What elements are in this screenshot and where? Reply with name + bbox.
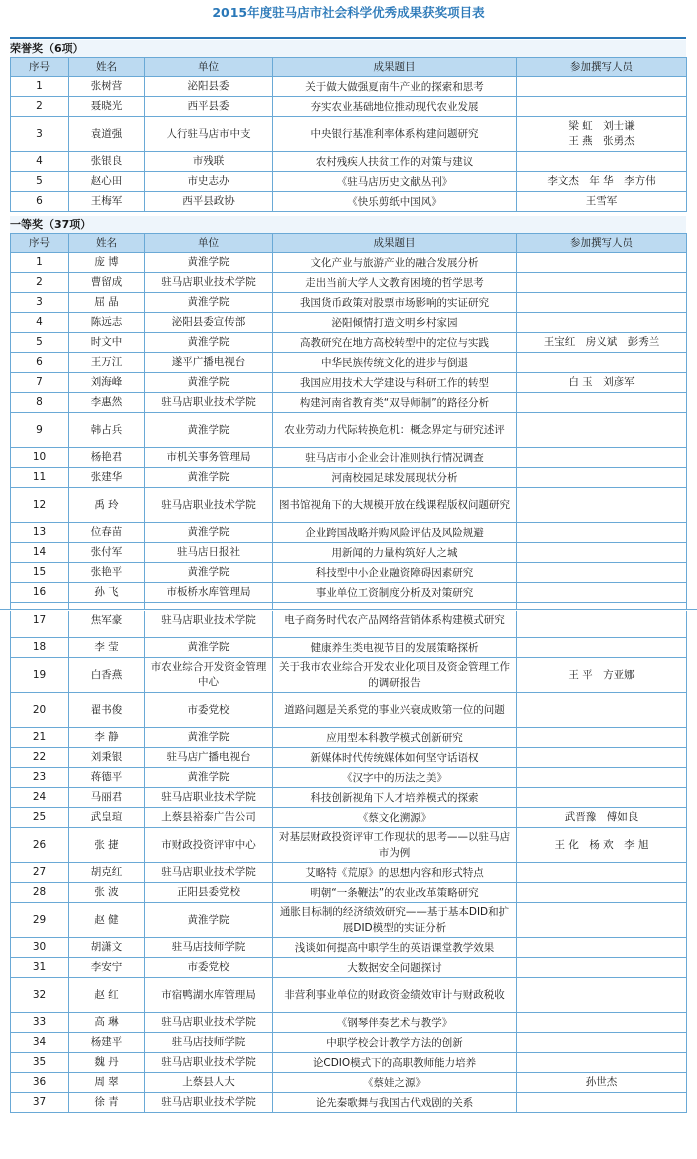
cell-unit: 黄淮学院 xyxy=(145,333,273,353)
cell-name: 杨建平 xyxy=(69,1033,145,1053)
table-row xyxy=(11,563,687,583)
cell-unit: 驻马店技师学院 xyxy=(145,1033,273,1053)
cell-coauthors xyxy=(517,938,687,958)
cell-coauthors: 王宝红 房义斌 彭秀兰 xyxy=(517,333,687,353)
cell-unit: 驻马店职业技术学院 xyxy=(145,393,273,413)
cell-coauthors xyxy=(517,313,687,333)
cell-coauthors xyxy=(517,1053,687,1073)
cell-index: 9 xyxy=(11,413,69,448)
cell-title: 《汉字中的历法之美》 xyxy=(273,768,517,788)
cell-name: 李 莹 xyxy=(69,638,145,658)
cell-index: 36 xyxy=(11,1073,69,1093)
cell-title: 电子商务时代农产品网络营销体系构建模式研究 xyxy=(273,603,517,638)
cell-coauthors xyxy=(517,883,687,903)
cell-unit: 黄淮学院 xyxy=(145,638,273,658)
cell-title: 新媒体时代传统媒体如何坚守话语权 xyxy=(273,748,517,768)
cell-name: 蒋德平 xyxy=(69,768,145,788)
cell-title: 对基层财政投资评审工作现状的思考——以驻马店市为例 xyxy=(273,828,517,863)
cell-index: 6 xyxy=(11,192,69,212)
cell-unit: 黄淮学院 xyxy=(145,523,273,543)
cell-title: 中央银行基准利率体系构建问题研究 xyxy=(273,117,517,152)
cell-name: 武皇瑄 xyxy=(69,808,145,828)
cell-unit: 西平县政协 xyxy=(145,192,273,212)
cell-index: 25 xyxy=(11,808,69,828)
cell-coauthors xyxy=(517,1033,687,1053)
cell-title: 夯实农业基础地位推动现代农业发展 xyxy=(273,97,517,117)
cell-coauthors: 白 玉 刘彦军 xyxy=(517,373,687,393)
cell-name: 禹 玲 xyxy=(69,488,145,523)
cell-unit: 市板桥水库管理局 xyxy=(145,583,273,603)
cell-name: 时文中 xyxy=(69,333,145,353)
cell-coauthors xyxy=(517,903,687,938)
table-row xyxy=(11,693,687,728)
cell-name: 孙 飞 xyxy=(69,583,145,603)
cell-index: 5 xyxy=(11,172,69,192)
cell-name: 徐 青 xyxy=(69,1093,145,1113)
cell-name: 杨艳君 xyxy=(69,448,145,468)
cell-name: 张 波 xyxy=(69,883,145,903)
cell-coauthors xyxy=(517,788,687,808)
cell-name: 李惠然 xyxy=(69,393,145,413)
cell-title: 文化产业与旅游产业的融合发展分析 xyxy=(273,253,517,273)
cell-unit: 黄淮学院 xyxy=(145,293,273,313)
cell-name: 王万江 xyxy=(69,353,145,373)
header-name: 姓名 xyxy=(69,58,145,77)
cell-index: 17 xyxy=(11,603,69,638)
cell-title: 泌阳倾情打造文明乡村家园 xyxy=(273,313,517,333)
cell-name: 韩占兵 xyxy=(69,413,145,448)
cell-coauthors xyxy=(517,523,687,543)
cell-unit: 市残联 xyxy=(145,152,273,172)
table-row xyxy=(11,583,687,603)
cell-index: 33 xyxy=(11,1013,69,1033)
cell-name: 张 捷 xyxy=(69,828,145,863)
table-row xyxy=(11,1033,687,1053)
cell-coauthors: 李文杰 年 华 李方伟 xyxy=(517,172,687,192)
header-unit: 单位 xyxy=(145,58,273,77)
table-row xyxy=(11,353,687,373)
table-row xyxy=(11,768,687,788)
header-title: 成果题目 xyxy=(273,234,517,253)
cell-index: 23 xyxy=(11,768,69,788)
cell-name: 王梅军 xyxy=(69,192,145,212)
table-row xyxy=(11,448,687,468)
cell-coauthors xyxy=(517,638,687,658)
cell-index: 24 xyxy=(11,788,69,808)
cell-unit: 泌阳县委 xyxy=(145,77,273,97)
cell-name: 李安宁 xyxy=(69,958,145,978)
header-name: 姓名 xyxy=(69,234,145,253)
cell-index: 22 xyxy=(11,748,69,768)
cell-unit: 驻马店职业技术学院 xyxy=(145,1093,273,1113)
cell-title: 走出当前大学人文教育困境的哲学思考 xyxy=(273,273,517,293)
cell-coauthors xyxy=(517,583,687,603)
cell-coauthors: 武晋豫 傅如良 xyxy=(517,808,687,828)
cell-unit: 市财政投资评审中心 xyxy=(145,828,273,863)
cell-unit: 遂平广播电视台 xyxy=(145,353,273,373)
cell-unit: 市机关事务管理局 xyxy=(145,448,273,468)
cell-unit: 上蔡县人大 xyxy=(145,1073,273,1093)
table-row xyxy=(11,413,687,448)
cell-index: 15 xyxy=(11,563,69,583)
cell-unit: 上蔡县裕泰广告公司 xyxy=(145,808,273,828)
cell-index: 14 xyxy=(11,543,69,563)
cell-unit: 市农业综合开发资金管理中心 xyxy=(145,658,273,693)
cell-unit: 黄淮学院 xyxy=(145,468,273,488)
table-row xyxy=(11,728,687,748)
cell-unit: 黄淮学院 xyxy=(145,413,273,448)
table-row xyxy=(11,1013,687,1033)
cell-index: 19 xyxy=(11,658,69,693)
cell-index: 11 xyxy=(11,468,69,488)
cell-title: 中职学校会计教学方法的创新 xyxy=(273,1033,517,1053)
cell-coauthors xyxy=(517,293,687,313)
cell-index: 30 xyxy=(11,938,69,958)
cell-unit: 驻马店职业技术学院 xyxy=(145,603,273,638)
cell-title: 河南校园足球发展现状分析 xyxy=(273,468,517,488)
cell-index: 10 xyxy=(11,448,69,468)
cell-title: 关于做大做强夏南牛产业的探索和思考 xyxy=(273,77,517,97)
table-row xyxy=(11,863,687,883)
cell-title: 关于我市农业综合开发农业化项目及资金管理工作的调研报告 xyxy=(273,658,517,693)
cell-coauthors xyxy=(517,448,687,468)
table-row xyxy=(11,658,687,693)
honor-header-row xyxy=(11,58,687,77)
table-row xyxy=(11,543,687,563)
cell-index: 37 xyxy=(11,1093,69,1113)
page-title: 2015年度驻马店市社会科学优秀成果获奖项目表 xyxy=(212,5,485,20)
table-row xyxy=(11,192,687,212)
cell-name: 张付军 xyxy=(69,543,145,563)
cell-index: 3 xyxy=(11,293,69,313)
table-row xyxy=(11,1073,687,1093)
header-title: 成果题目 xyxy=(273,58,517,77)
cell-unit: 驻马店职业技术学院 xyxy=(145,863,273,883)
cell-title: 事业单位工资制度分析及对策研究 xyxy=(273,583,517,603)
table-row xyxy=(11,393,687,413)
table-row xyxy=(11,273,687,293)
cell-unit: 市委党校 xyxy=(145,958,273,978)
cell-title: 高教研究在地方高校转型中的定位与实践 xyxy=(273,333,517,353)
cell-title: 企业跨国战略并购风险评估及风险规避 xyxy=(273,523,517,543)
cell-title: 《快乐剪纸中国风》 xyxy=(273,192,517,212)
cell-index: 16 xyxy=(11,583,69,603)
cell-index: 26 xyxy=(11,828,69,863)
header-unit: 单位 xyxy=(145,234,273,253)
cell-coauthors xyxy=(517,543,687,563)
cell-coauthors xyxy=(517,77,687,97)
header-index: 序号 xyxy=(11,58,69,77)
cell-index: 5 xyxy=(11,333,69,353)
cell-index: 21 xyxy=(11,728,69,748)
cell-unit: 驻马店职业技术学院 xyxy=(145,273,273,293)
cell-title: 《钢琴伴奏艺术与教学》 xyxy=(273,1013,517,1033)
table-row xyxy=(11,828,687,863)
cell-unit: 人行驻马店市中支 xyxy=(145,117,273,152)
cell-index: 12 xyxy=(11,488,69,523)
table-row xyxy=(11,748,687,768)
cell-coauthors xyxy=(517,563,687,583)
cell-title: 农村残疾人扶贫工作的对策与建议 xyxy=(273,152,517,172)
cell-coauthors xyxy=(517,353,687,373)
table-row xyxy=(11,293,687,313)
cell-index: 13 xyxy=(11,523,69,543)
cell-index: 27 xyxy=(11,863,69,883)
cell-index: 7 xyxy=(11,373,69,393)
cell-name: 赵心田 xyxy=(69,172,145,192)
cell-coauthors xyxy=(517,863,687,883)
cell-title: 用新闻的力量构筑好人之城 xyxy=(273,543,517,563)
table-row xyxy=(11,938,687,958)
table-row xyxy=(11,313,687,333)
title-rule xyxy=(10,37,686,39)
cell-coauthors xyxy=(517,748,687,768)
cell-title: 浅谈如何提高中职学生的英语课堂教学效果 xyxy=(273,938,517,958)
cell-name: 庞 博 xyxy=(69,253,145,273)
table-row xyxy=(11,1093,687,1113)
cell-title: 通胀目标制的经济绩效研究——基于基本DID和扩展DID模型的实证分析 xyxy=(273,903,517,938)
cell-unit: 黄淮学院 xyxy=(145,563,273,583)
cell-title: 大数据安全问题探讨 xyxy=(273,958,517,978)
cell-title: 非营利事业单位的财政资金绩效审计与财政税收 xyxy=(273,978,517,1013)
cell-title: 农业劳动力代际转换危机：概念界定与研究述评 xyxy=(273,413,517,448)
cell-name: 李 静 xyxy=(69,728,145,748)
cell-name: 张建华 xyxy=(69,468,145,488)
cell-coauthors xyxy=(517,768,687,788)
cell-title: 我国应用技术大学建设与科研工作的转型 xyxy=(273,373,517,393)
cell-title: 道路问题是关系党的事业兴衰成败第一位的问题 xyxy=(273,693,517,728)
cell-title: 驻马店市小企业会计准则执行情况调查 xyxy=(273,448,517,468)
cell-unit: 泌阳县委宣传部 xyxy=(145,313,273,333)
cell-index: 31 xyxy=(11,958,69,978)
header-index: 序号 xyxy=(11,234,69,253)
cell-index: 18 xyxy=(11,638,69,658)
cell-coauthors xyxy=(517,693,687,728)
cell-title: 科技创新视角下人才培养模式的探索 xyxy=(273,788,517,808)
cell-coauthors xyxy=(517,1093,687,1113)
cell-name: 周 翠 xyxy=(69,1073,145,1093)
cell-coauthors xyxy=(517,468,687,488)
cell-coauthors xyxy=(517,253,687,273)
cell-name: 白香燕 xyxy=(69,658,145,693)
cell-name: 胡潇文 xyxy=(69,938,145,958)
cell-name: 屈 晶 xyxy=(69,293,145,313)
cell-name: 焦军豪 xyxy=(69,603,145,638)
cell-name: 袁道强 xyxy=(69,117,145,152)
cell-index: 4 xyxy=(11,313,69,333)
cell-index: 20 xyxy=(11,693,69,728)
cell-coauthors: 王 平 方亚娜 xyxy=(517,658,687,693)
table-row xyxy=(11,97,687,117)
cell-unit: 驻马店职业技术学院 xyxy=(145,788,273,808)
section-honor-heading: 荣誉奖（6项） xyxy=(10,40,686,57)
cell-coauthors xyxy=(517,978,687,1013)
cell-unit: 黄淮学院 xyxy=(145,373,273,393)
cell-index: 3 xyxy=(11,117,69,152)
table-row xyxy=(11,808,687,828)
cell-unit: 黄淮学院 xyxy=(145,728,273,748)
cell-unit: 驻马店广播电视台 xyxy=(145,748,273,768)
cell-unit: 驻马店职业技术学院 xyxy=(145,1013,273,1033)
cell-coauthors: 王雪军 xyxy=(517,192,687,212)
cell-coauthors xyxy=(517,603,687,638)
table-row xyxy=(11,603,687,638)
cell-index: 2 xyxy=(11,273,69,293)
cell-name: 刘海峰 xyxy=(69,373,145,393)
cell-unit: 市委党校 xyxy=(145,693,273,728)
cell-name: 张银良 xyxy=(69,152,145,172)
table-row xyxy=(11,468,687,488)
cell-name: 魏 丹 xyxy=(69,1053,145,1073)
cell-unit: 黄淮学院 xyxy=(145,903,273,938)
cell-title: 《蔡文化溯源》 xyxy=(273,808,517,828)
cell-name: 胡克红 xyxy=(69,863,145,883)
cell-unit: 市宿鸭湖水库管理局 xyxy=(145,978,273,1013)
cell-index: 1 xyxy=(11,253,69,273)
cell-name: 马丽君 xyxy=(69,788,145,808)
cell-name: 陈远志 xyxy=(69,313,145,333)
first-prize-table xyxy=(10,233,687,1113)
cell-title: 健康养生类电视节目的发展策略探析 xyxy=(273,638,517,658)
cell-name: 张树营 xyxy=(69,77,145,97)
cell-index: 6 xyxy=(11,353,69,373)
cell-unit: 西平县委 xyxy=(145,97,273,117)
cell-name: 赵 健 xyxy=(69,903,145,938)
cell-coauthors xyxy=(517,488,687,523)
table-row xyxy=(11,903,687,938)
cell-unit: 驻马店职业技术学院 xyxy=(145,1053,273,1073)
honor-table xyxy=(10,57,687,212)
table-row xyxy=(11,978,687,1013)
table-row xyxy=(11,152,687,172)
table-row xyxy=(11,788,687,808)
cell-name: 刘秉银 xyxy=(69,748,145,768)
cell-title: 《驻马店历史文献丛刊》 xyxy=(273,172,517,192)
cell-index: 28 xyxy=(11,883,69,903)
table-row xyxy=(11,77,687,97)
cell-coauthors: 王 化 杨 欢 李 旭 xyxy=(517,828,687,863)
cell-name: 高 琳 xyxy=(69,1013,145,1033)
cell-unit: 正阳县委党校 xyxy=(145,883,273,903)
cell-name: 赵 红 xyxy=(69,978,145,1013)
cell-title: 论CDIO模式下的高职教师能力培养 xyxy=(273,1053,517,1073)
table-row xyxy=(11,638,687,658)
first-header-row xyxy=(11,234,687,253)
cell-index: 4 xyxy=(11,152,69,172)
cell-title: 应用型本科教学模式创新研究 xyxy=(273,728,517,748)
cell-index: 1 xyxy=(11,77,69,97)
cell-unit: 黄淮学院 xyxy=(145,253,273,273)
cell-title: 《蔡娃之源》 xyxy=(273,1073,517,1093)
cell-name: 位春苗 xyxy=(69,523,145,543)
cell-unit: 驻马店技师学院 xyxy=(145,938,273,958)
cell-title: 明朝“一条鞭法”的农业改革策略研究 xyxy=(273,883,517,903)
cell-coauthors xyxy=(517,1013,687,1033)
cell-coauthors xyxy=(517,273,687,293)
table-row xyxy=(11,253,687,273)
cell-unit: 驻马店日报社 xyxy=(145,543,273,563)
cell-index: 32 xyxy=(11,978,69,1013)
table-row xyxy=(11,373,687,393)
table-row xyxy=(11,523,687,543)
cell-name: 曹留成 xyxy=(69,273,145,293)
cell-coauthors xyxy=(517,97,687,117)
cell-index: 8 xyxy=(11,393,69,413)
page-break-line xyxy=(0,609,697,610)
cell-index: 2 xyxy=(11,97,69,117)
cell-title: 我国货币政策对股票市场影响的实证研究 xyxy=(273,293,517,313)
cell-title: 中华民族传统文化的进步与倒退 xyxy=(273,353,517,373)
cell-coauthors: 梁 虹 刘士谦 王 燕 张勇杰 xyxy=(517,117,687,152)
cell-coauthors xyxy=(517,152,687,172)
table-row xyxy=(11,958,687,978)
cell-unit: 市史志办 xyxy=(145,172,273,192)
cell-coauthors xyxy=(517,728,687,748)
cell-coauthors: 孙世杰 xyxy=(517,1073,687,1093)
table-row xyxy=(11,172,687,192)
table-row xyxy=(11,883,687,903)
table-row xyxy=(11,1053,687,1073)
cell-index: 29 xyxy=(11,903,69,938)
cell-title: 论先秦歌舞与我国古代戏剧的关系 xyxy=(273,1093,517,1113)
cell-name: 翟书俊 xyxy=(69,693,145,728)
section-first-heading: 一等奖（37项） xyxy=(10,216,686,233)
table-row xyxy=(11,488,687,523)
cell-title: 艾略特《荒原》的思想内容和形式特点 xyxy=(273,863,517,883)
cell-title: 构建河南省教育类“双导师制”的路径分析 xyxy=(273,393,517,413)
cell-unit: 驻马店职业技术学院 xyxy=(145,488,273,523)
cell-title: 图书馆视角下的大规模开放在线课程版权问题研究 xyxy=(273,488,517,523)
table-row xyxy=(11,117,687,152)
cell-title: 科技型中小企业融资障碍因素研究 xyxy=(273,563,517,583)
table-row xyxy=(11,333,687,353)
cell-coauthors xyxy=(517,393,687,413)
cell-index: 35 xyxy=(11,1053,69,1073)
cell-unit: 黄淮学院 xyxy=(145,768,273,788)
cell-coauthors xyxy=(517,958,687,978)
cell-name: 张艳平 xyxy=(69,563,145,583)
cell-name: 聂晓光 xyxy=(69,97,145,117)
cell-coauthors xyxy=(517,413,687,448)
header-coauthors: 参加撰写人员 xyxy=(517,58,687,77)
header-coauthors: 参加撰写人员 xyxy=(517,234,687,253)
cell-index: 34 xyxy=(11,1033,69,1053)
